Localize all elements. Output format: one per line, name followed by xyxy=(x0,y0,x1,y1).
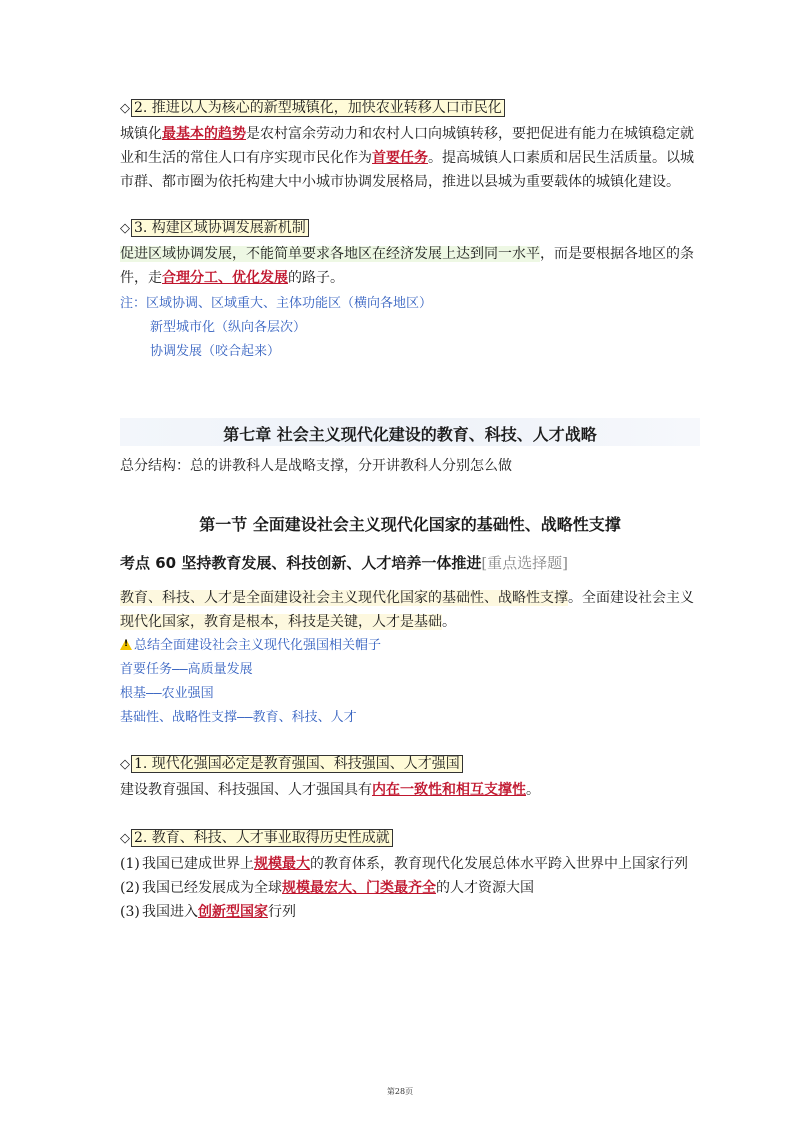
kaodian-label: 考点 60 坚持教育发展、科技创新、人才培养一体推进 xyxy=(120,554,482,572)
chapter-summary: 总分结构：总的讲教科人是战略支撑，分开讲教科人分别怎么做 xyxy=(120,458,512,474)
item-number: (2) xyxy=(120,880,140,896)
list-item xyxy=(120,902,296,922)
text: 我国进入 xyxy=(142,904,198,920)
paragraph-line xyxy=(120,244,694,264)
text: 我国已经发展成为全球 xyxy=(142,880,282,896)
text: 。 xyxy=(526,782,540,798)
text: 。提高城镇人口素质和居民生活质量。以城 xyxy=(428,150,694,166)
paragraph-line xyxy=(120,780,540,800)
highlight-text: 现代化国家，教育是根本，科技是关键，人才是基础 xyxy=(120,614,442,630)
warning-icon xyxy=(120,639,132,650)
diamond-bullet: ◇ xyxy=(120,101,130,116)
text: 件，走 xyxy=(120,270,162,286)
kaodian-tag: [重点选择题] xyxy=(481,554,569,572)
text: 我国已建成世界上 xyxy=(142,856,254,872)
heading-box: 2. 推进以人为核心的新型城镇化，加快农业转移人口市民化 xyxy=(131,99,505,117)
key-term: 合理分工、优化发展 xyxy=(162,270,288,286)
note-line: 根基——农业强国 xyxy=(120,686,214,701)
note-line: 协调发展（咬合起来） xyxy=(150,344,281,359)
text: ，而是要根据各地区的条 xyxy=(540,246,694,262)
text: 的教育体系，教育现代化发展总体水平跨入世界中上国家行列 xyxy=(310,856,688,872)
warning-text: 总结全面建设社会主义现代化强国相关帽子 xyxy=(134,638,382,653)
text: 。 xyxy=(442,614,456,630)
note-line: 首要任务——高质量发展 xyxy=(120,662,253,677)
kaodian-heading xyxy=(120,552,568,573)
key-term: 最基本的趋势 xyxy=(162,126,246,142)
point-heading-2 xyxy=(120,828,393,849)
point-heading-1 xyxy=(120,754,463,775)
list-item xyxy=(120,854,688,874)
highlight-text: 促进区域协调发展，不能简单要求各地区在经济发展上达到同一水平 xyxy=(120,246,540,262)
paragraph-line: 市群、都市圈为依托构建大中小城市协调发展格局，推进以县城为重要载体的城镇化建设。 xyxy=(120,174,680,190)
item-number: (3) xyxy=(120,904,140,920)
note-line: 基础性、战略性支撑——教育、科技、人才 xyxy=(120,710,357,725)
text: 城镇化 xyxy=(120,126,162,142)
key-term: 规模最宏大、门类最齐全 xyxy=(282,880,436,896)
diamond-bullet: ◇ xyxy=(120,757,130,772)
text: 业和生活的常住人口有序实现市民化作为 xyxy=(120,150,372,166)
paragraph-line xyxy=(120,148,694,168)
text: 建设教育强国、科技强国、人才强国具有 xyxy=(120,782,372,798)
text: 。全面建设社会主义 xyxy=(568,590,694,606)
section-title: 第一节 全面建设社会主义现代化国家的基础性、战略性支撑 xyxy=(199,515,621,534)
paragraph-line xyxy=(120,612,456,632)
highlight-text: 教育、科技、人才是全面建设社会主义现代化国家的基础性、战略性支撑 xyxy=(120,590,568,606)
item-number: (1) xyxy=(120,856,140,872)
key-term: 创新型国家 xyxy=(198,904,268,920)
key-term: 首要任务 xyxy=(372,150,428,166)
heading-box: 2. 教育、科技、人才事业取得历史性成就 xyxy=(131,829,393,847)
text: 是农村富余劳动力和农村人口向城镇转移，要把促进有能力在城镇稳定就 xyxy=(246,126,694,142)
note-line: 新型城市化（纵向各层次） xyxy=(150,320,307,335)
text: 的路子。 xyxy=(288,270,344,286)
section-heading-urbanization xyxy=(120,98,505,119)
page-number: 第28页 xyxy=(386,1087,414,1096)
heading-box: 3. 构建区域协调发展新机制 xyxy=(131,219,309,237)
warning-note xyxy=(120,636,381,656)
heading-box: 1. 现代化强国必定是教育强国、科技强国、人才强国 xyxy=(131,755,463,773)
section-heading-regional xyxy=(120,218,309,239)
list-item xyxy=(120,878,534,898)
text: 的人才资源大国 xyxy=(436,880,534,896)
key-term: 内在一致性和相互支撑性 xyxy=(372,782,526,798)
paragraph-line xyxy=(120,268,344,288)
diamond-bullet: ◇ xyxy=(120,221,130,236)
diamond-bullet: ◇ xyxy=(120,831,130,846)
key-term: 规模最大 xyxy=(254,856,310,872)
note-line: 注：区域协调、区域重大、主体功能区（横向各地区） xyxy=(120,296,433,311)
text: 行列 xyxy=(268,904,296,920)
paragraph-line xyxy=(120,588,694,608)
chapter-title: 第七章 社会主义现代化建设的教育、科技、人才战略 xyxy=(223,425,597,444)
paragraph-line xyxy=(120,124,694,144)
